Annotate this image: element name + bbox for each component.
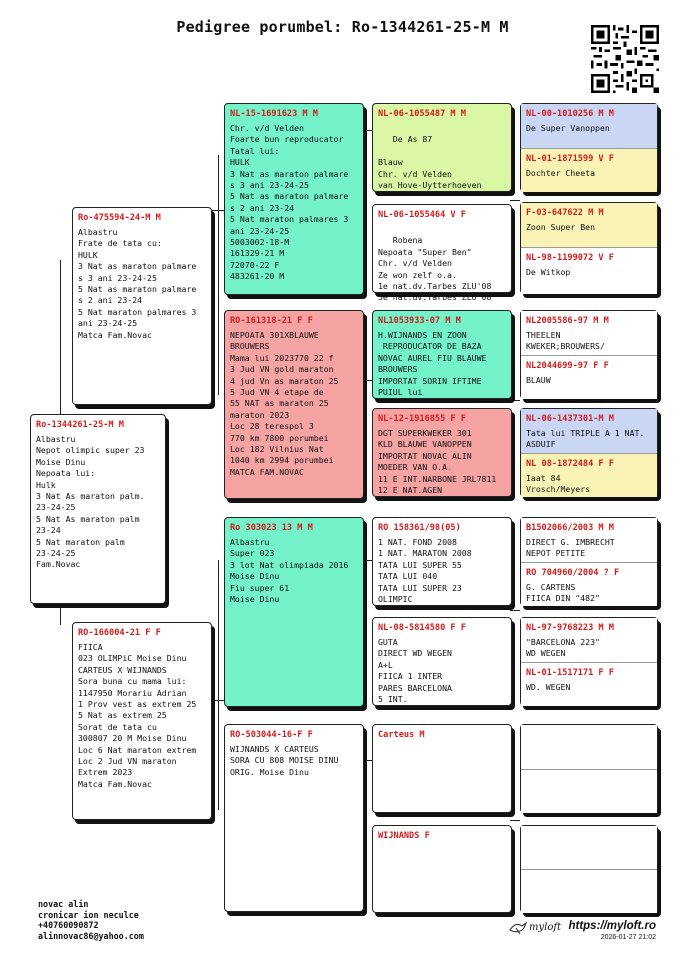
pigeon-notes: Albastru Nepot olimpic super 23 Moise Dinu Nepoata lui: Hulk 3 Nat As maraton palm. 23-24-25 5 Nat As maraton palm 23-24 5 Nat maraton palm 23-24-25 Fam.Novac [36, 434, 145, 570]
brand-logo-text: myloft [529, 922, 562, 933]
pigeon-notes: BLAUW [526, 375, 551, 385]
ring-number: F-03-647622 M M [526, 208, 604, 218]
ring-number: NL-98-1199072 V F [526, 253, 614, 263]
pigeon-notes: FIICA 023 OLIMPiC Moise Dinu CARTEUS X WIJNANDS Sora buna cu mama lui: 1147950 Morariu Adrian 1 Prov vest as extrem 25 5 Nat as extrem 25 Sorat de tata cu 300807 20 M Moise Dinu Loc 6 Nat maraton extrem Loc 2 Jud VN maraton Extrem 2023 Matca Fam.Novac [78, 642, 197, 789]
breeder-contact [38, 899, 144, 941]
pigeon-notes: THEELEN KWEKER;BROUWERS/ [526, 330, 605, 352]
ring-number: Ro-475594-24-M M [78, 213, 161, 223]
ring-number: RO 158361/98(05) [378, 523, 461, 533]
gen5-entry[interactable] [521, 826, 657, 869]
gen5-entry[interactable] [521, 453, 657, 497]
ring-number: RO-166004-21 F F [78, 628, 161, 638]
pigeon-logo-icon [508, 920, 528, 936]
gen5-entry[interactable] [521, 725, 657, 769]
ring-number: RO 704960/2004 ? F [526, 568, 620, 578]
qr-code-icon [591, 25, 659, 93]
connector-line [60, 605, 61, 625]
sire-card[interactable] [72, 207, 212, 405]
gen5-pair-4 [520, 408, 658, 497]
dam-dam-card[interactable] [224, 724, 364, 912]
gen5-entry[interactable] [521, 104, 657, 148]
pigeon-notes: WIJNANDS X CARTEUS SORA CU 808 MOISE DINU ORIG. Moise Dinu [230, 744, 339, 777]
ring-number: NL-97-9768223 M M [526, 623, 614, 633]
pigeon-notes: GUTA DIRECT WD WEGEN A+L FIICA 1 INTER PARES BARCELONA 5 INT. [378, 637, 452, 705]
gen4-card-2[interactable] [372, 204, 512, 303]
ring-number: NL-12-1916855 F F [378, 414, 466, 424]
gen5-entry[interactable] [521, 562, 657, 606]
breeder-email[interactable]: alinnovac86@yahoo.com [38, 930, 144, 941]
ring-number: NL-00-1010256 M M [526, 109, 614, 119]
ring-number: NL-08-5814580 F F [378, 623, 466, 633]
gen5-entry[interactable] [521, 518, 657, 562]
gen5-entry[interactable] [521, 662, 657, 706]
pigeon-notes: Tata lui TRIPLE A 1 NAT. ASDUIF [526, 428, 645, 450]
pigeon-notes: Dochter Cheeta [526, 168, 596, 178]
sire-dam-card[interactable] [224, 310, 364, 499]
pigeon-notes: Albastru Frate de tata cu: HULK 3 Nat as maraton palmare s 3 ani 23-24-25 5 Nat as maraton palmare s 2 ani 23-24 5 Nat maraton palmares 3 ani 23-24-25 Matca Fam.Novac [78, 227, 197, 340]
ring-number: NL1053933-07 M M [378, 316, 461, 326]
gen5-pair-2 [520, 202, 658, 294]
dam-sire-card[interactable] [224, 517, 364, 707]
page-title: Pedigree porumbel: Ro-1344261-25-M M [176, 18, 509, 36]
print-date: 2026-01-27 21:02 [600, 934, 656, 941]
ring-number: RO-503044-16-F F [230, 730, 313, 740]
gen5-entry[interactable] [521, 311, 657, 355]
pigeon-notes: H.WIJNANDS EN ZOON REPRODUCATOR DE BAZA NOVAC AUREL FIU BLAUWE BROUWERS IMPORTAT SORIN IFTIME PUIUL lui [378, 330, 487, 398]
ring-number: NL-01-1871599 V F [526, 154, 614, 164]
gen5-entry[interactable] [521, 148, 657, 192]
ring-number: Carteus M [378, 730, 425, 740]
breeder-name: novac alin [38, 899, 89, 909]
gen5-entry[interactable] [521, 409, 657, 453]
pigeon-notes [373, 843, 511, 847]
brand-url-link[interactable]: https://myloft.ro [568, 920, 656, 932]
gen5-entry[interactable] [521, 355, 657, 399]
gen5-pair-8 [520, 825, 658, 913]
ring-number: NL-06-1437301-M M [526, 414, 614, 424]
pigeon-notes: G. CARTENS FIICA DIN "482" [526, 582, 600, 604]
connector-line [60, 260, 61, 415]
gen5-entry[interactable] [521, 618, 657, 662]
ring-number: NL-06-1055487 M M [378, 109, 466, 119]
gen4-card-4[interactable] [372, 408, 512, 497]
pigeon-notes: DGT SUPERKWEKER 301 KLD BLAUWE VANOPPEN IMPORTAT NOVAC ALIN MOEDER VAN O.A. 11 E INT.NARBONE JRL7811 12 E NAT.AGEN [378, 428, 497, 496]
connector-line [510, 200, 520, 201]
ring-number: NL-06-1055464 V F [378, 210, 466, 220]
ring-number: NL2044699-97 F F [526, 361, 609, 371]
gen5-entry[interactable] [521, 247, 657, 294]
ring-number: NL-15-1691623 M M [230, 109, 318, 119]
connector-line [510, 820, 520, 821]
ring-number: NL2005586-97 M M [526, 316, 609, 326]
pigeon-notes: 1 NAT. FOND 2008 1 NAT. MARATON 2008 TATA LUI SUPER 55 TATA LUI 040 TATA LUI SUPER 23 OLIMPIC [378, 537, 472, 605]
gen5-pair-1 [520, 103, 658, 192]
pigeon-notes: "BARCELONA 223" WD WEGEN [526, 637, 600, 659]
dam-card[interactable] [72, 622, 212, 820]
connector-line [218, 155, 219, 395]
pigeon-notes: WD. WEGEN [526, 682, 571, 692]
connector-line [510, 610, 520, 611]
gen4-card-1[interactable] [372, 103, 512, 192]
ring-number: Ro-1344261-25-M M [36, 420, 124, 430]
gen4-card-7[interactable] [372, 724, 512, 813]
brand-block [508, 918, 658, 948]
ring-number [521, 870, 657, 877]
connector-line [510, 400, 520, 401]
gen5-pair-3 [520, 310, 658, 399]
pigeon-notes [373, 742, 511, 746]
ring-number: NL-01-1517171 F F [526, 668, 614, 678]
sire-sire-card[interactable] [224, 103, 364, 295]
pigeon-notes: Robena Nepoata "Super Ben" Chr. v/d Velden Ze won zelf o.a. 1e nat.dv.Tarbes ZLU'08 5e nat.dv.Tarbes ZLU'08 [378, 235, 492, 303]
gen5-entry[interactable] [521, 869, 657, 913]
ring-number [521, 725, 657, 732]
gen5-pair-5 [520, 517, 658, 606]
ring-number: WIJNANDS F [378, 831, 430, 841]
gen5-entry[interactable] [521, 769, 657, 813]
gen5-pair-7 [520, 724, 658, 813]
ring-number: RO-161318-21 F F [230, 316, 313, 326]
ring-number: B1502066/2003 M M [526, 523, 614, 533]
gen4-card-6[interactable] [372, 617, 512, 706]
connector-line [218, 560, 219, 810]
pigeon-notes: NEPOATA 301XBLAUWE BROUWERS Mama lui 2023770 22 f 3 Jud VN gold maraton 4 jud Vn as maraton 25 5 Jud VN 4 etape de 55 NAT as maraton 25 maraton 2023 Loc 28 terespol 3 770 km 7800 porumbei Loc 182 Vilnius Nat 1040 km 2994 porumbei MATCA FAM.NOVAC [230, 330, 339, 477]
breeder-loft: cronicar ion neculce [38, 909, 139, 920]
pigeon-notes: Chr. v/d Velden Foarte bun reproducator Tatal lui: HULK 3 Nat as maraton palmare s 3 ani 23-24-25 5 Nat as maraton palmare s 2 ani 23-24 5 Nat maraton palmares 3 ani 23-24-25 5003002-18-M 161329-21 M 72070-22 F 483261-20 M [230, 123, 349, 282]
pigeon-notes: De Witkop [526, 267, 571, 277]
subject-card[interactable] [30, 414, 166, 604]
breeder-phone: +40760090872 [38, 920, 99, 930]
pigeon-notes: DIRECT G. IMBRECHT NEPOT PETITE [526, 537, 615, 559]
ring-number [521, 826, 657, 833]
gen4-card-3[interactable] [372, 310, 512, 399]
ring-number: Ro 303023 13 M M [230, 523, 313, 533]
pigeon-notes: De Super Vanoppen [526, 123, 610, 133]
ring-number: NL 08-1872484 F F [526, 459, 614, 469]
ring-number [521, 770, 657, 777]
gen5-pair-6 [520, 617, 658, 706]
gen4-card-5[interactable] [372, 517, 512, 606]
pigeon-notes: De As 87 Blauw Chr. v/d Velden van Hove-Uytterhoeven [378, 134, 482, 191]
pigeon-notes: Iaat 84 Vrosch/Meyers [526, 473, 591, 495]
gen4-card-8[interactable] [372, 825, 512, 913]
gen5-entry[interactable] [521, 203, 657, 247]
pigeon-notes: Albastru Super 023 3 lot Nat olimpiada 2016 Moise Dinu Fiu super 61 Moise Dinu [230, 537, 349, 605]
pigeon-notes: Zoon Super Ben [526, 222, 596, 232]
